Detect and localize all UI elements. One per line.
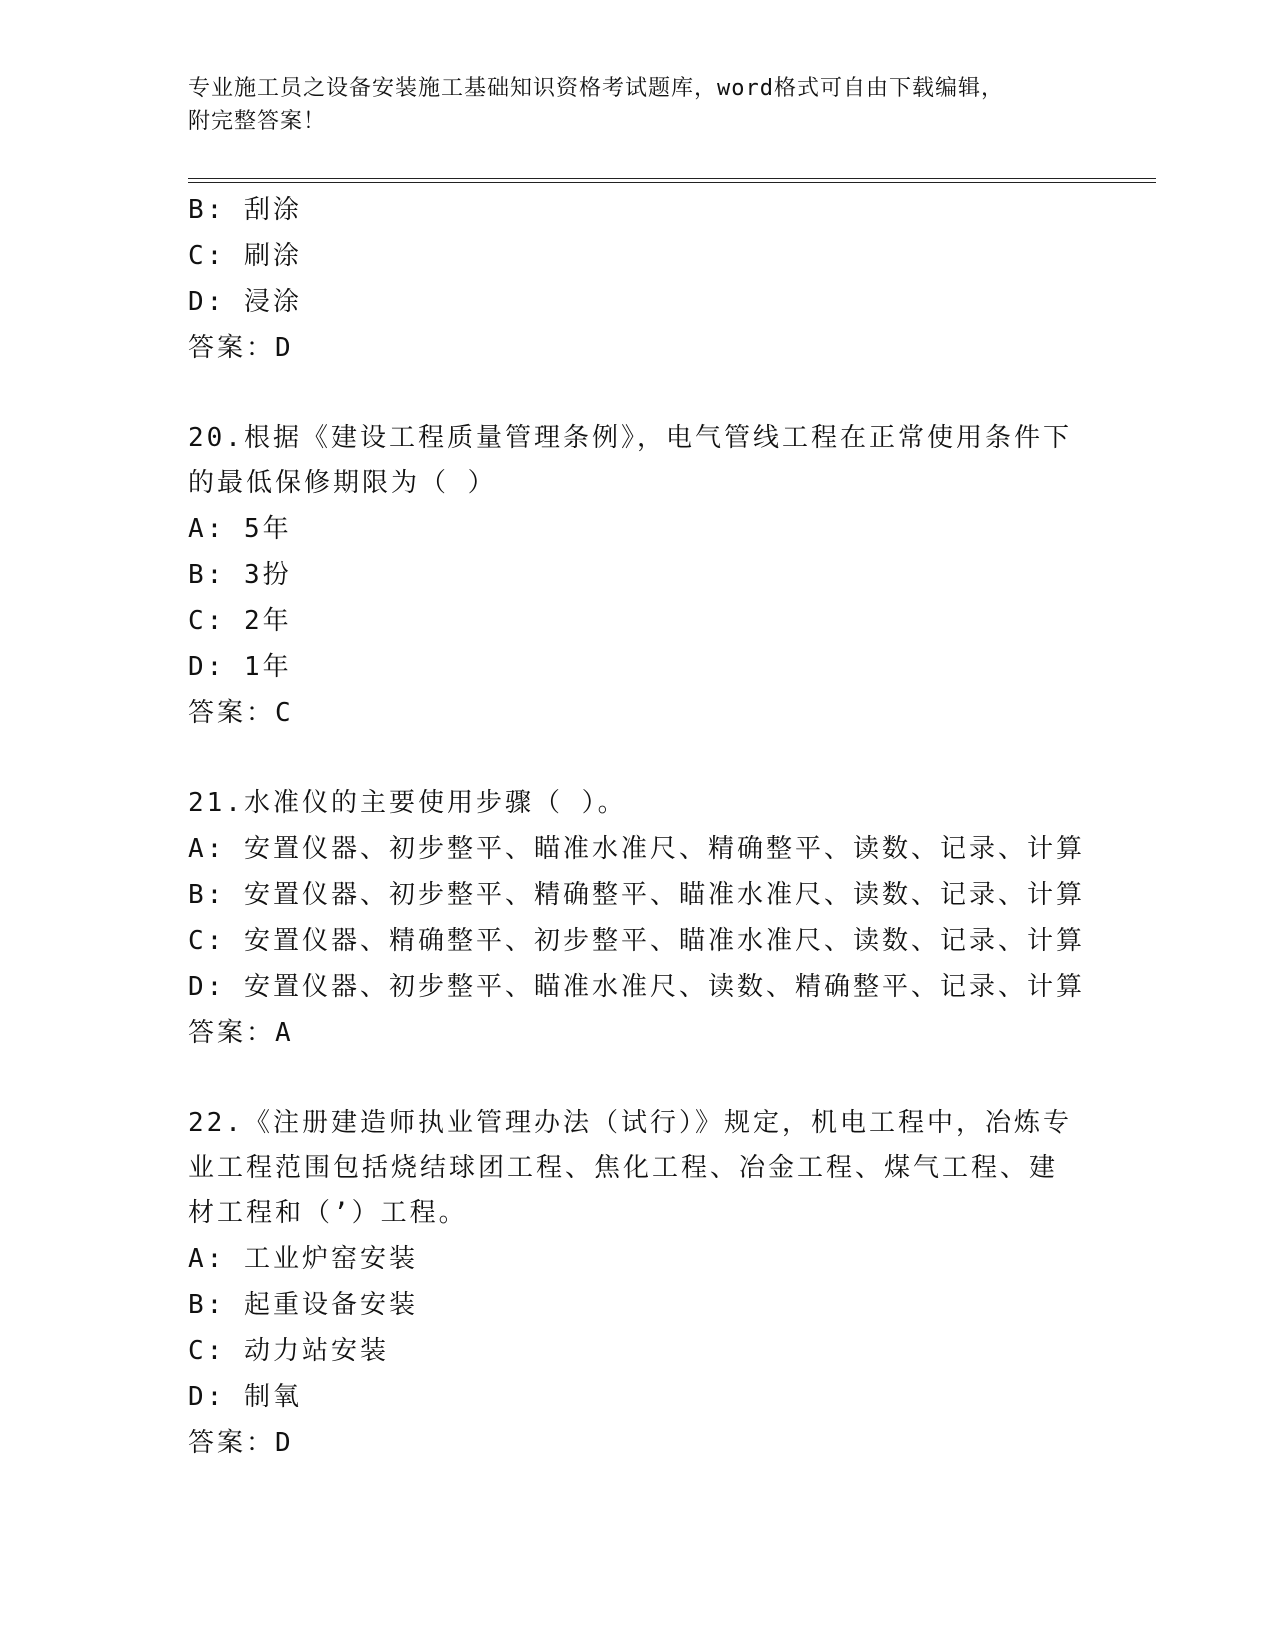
- option-a: A: 5年: [188, 514, 292, 544]
- answer: 答案：D: [188, 1428, 294, 1458]
- question-list: [188, 187, 1108, 1466]
- question-stem: 21.水准仪的主要使用步骤（ ）。: [188, 788, 627, 818]
- option-b: B: 刮涂: [188, 195, 302, 225]
- header-line-1: 专业施工员之设备安装施工基础知识资格考试题库，word格式可自由下载编辑，: [188, 76, 1004, 101]
- option-b: B: 3扮: [188, 560, 292, 590]
- option-a: A: 工业炉窑安装: [188, 1244, 418, 1274]
- answer: 答案：D: [188, 333, 294, 363]
- header-line-2: 附完整答案！: [188, 109, 327, 134]
- header-divider-top: [188, 178, 1156, 179]
- option-b: B: 安置仪器、初步整平、精确整平、瞄准水准尺、读数、记录、计算: [188, 880, 1085, 910]
- question-22: [188, 1101, 1108, 1466]
- option-c: C: 动力站安装: [188, 1336, 389, 1366]
- question-stem: 的最低保修期限为（ ）: [188, 468, 497, 498]
- answer: 答案：C: [188, 698, 294, 728]
- option-c: C: 2年: [188, 606, 292, 636]
- answer: 答案：A: [188, 1018, 294, 1048]
- question-20: [188, 416, 1108, 736]
- option-a: A: 安置仪器、初步整平、瞄准水准尺、精确整平、读数、记录、计算: [188, 834, 1085, 864]
- option-d: D: 制氧: [188, 1382, 302, 1412]
- option-c: C: 刷涂: [188, 241, 302, 271]
- question-stem: 22.《注册建造师执业管理办法（试行）》规定，机电工程中，冶炼专: [188, 1108, 1072, 1138]
- question-21: [188, 781, 1108, 1056]
- header-divider-bottom: [188, 182, 1156, 183]
- question-19-continuation: [188, 187, 1108, 371]
- document-header: [188, 72, 1068, 138]
- option-c: C: 安置仪器、精确整平、初步整平、瞄准水准尺、读数、记录、计算: [188, 926, 1085, 956]
- option-d: D: 浸涂: [188, 287, 302, 317]
- question-stem: 20.根据《建设工程质量管理条例》，电气管线工程在正常使用条件下: [188, 423, 1072, 453]
- question-stem: 材工程和（’）工程。: [188, 1198, 468, 1228]
- option-b: B: 起重设备安装: [188, 1290, 418, 1320]
- question-stem: 业工程范围包括烧结球团工程、焦化工程、冶金工程、煤气工程、建: [188, 1153, 1059, 1183]
- option-d: D: 安置仪器、初步整平、瞄准水准尺、读数、精确整平、记录、计算: [188, 972, 1085, 1002]
- option-d: D: 1年: [188, 652, 292, 682]
